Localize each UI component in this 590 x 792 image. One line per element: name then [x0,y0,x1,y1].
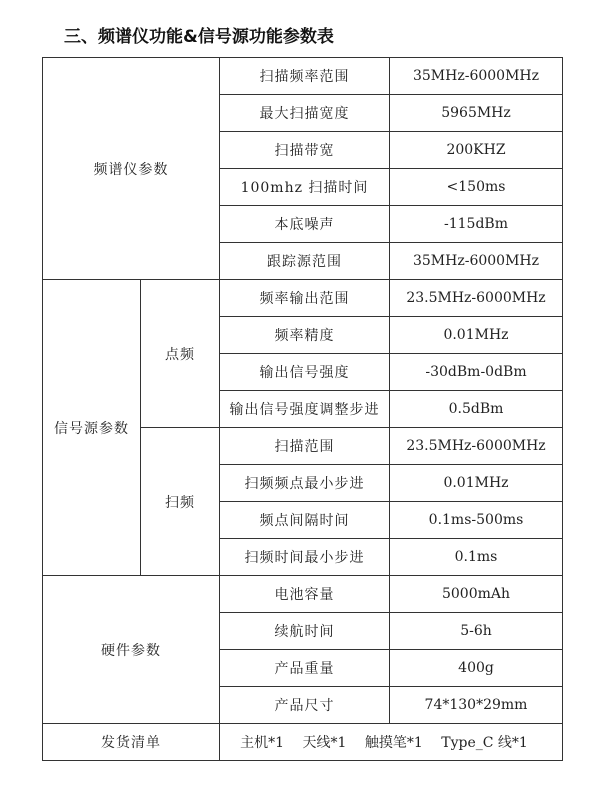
spec-table [42,57,563,761]
subcategory-sweep: 扫频 [141,428,220,576]
param-name: 扫频频点最小步进 [220,465,390,502]
table-row [43,280,563,317]
param-value: 0.5dBm [390,391,563,428]
category-shipping: 发货清单 [43,724,220,761]
param-name: 本底噪声 [220,206,390,243]
table-row [43,576,563,613]
category-signal: 信号源参数 [43,280,141,576]
param-name: 续航时间 [220,613,390,650]
table-row [43,58,563,95]
param-name: 扫频时间最小步进 [220,539,390,576]
param-value: 35MHz-6000MHz [390,58,563,95]
param-value: -115dBm [390,206,563,243]
param-value: 0.01MHz [390,317,563,354]
shipping-item: 主机*1 [240,735,285,751]
param-value: 23.5MHz-6000MHz [390,280,563,317]
param-name: 产品尺寸 [220,687,390,724]
param-value: 0.01MHz [390,465,563,502]
param-value: 0.1ms-500ms [390,502,563,539]
param-value: 35MHz-6000MHz [390,243,563,280]
shipping-item: 触摸笔*1 [364,735,423,751]
table-row [43,724,563,761]
shipping-list [220,724,563,761]
param-name: 扫描频率范围 [220,58,390,95]
param-name: 扫描范围 [220,428,390,465]
param-value: -30dBm-0dBm [390,354,563,391]
param-value: 5965MHz [390,95,563,132]
param-name: 电池容量 [220,576,390,613]
param-name: 输出信号强度 [220,354,390,391]
param-name: 扫描带宽 [220,132,390,169]
category-hardware: 硬件参数 [43,576,220,724]
param-value: 0.1ms [390,539,563,576]
param-name: 输出信号强度调整步进 [220,391,390,428]
param-name: 产品重量 [220,650,390,687]
shipping-item: 天线*1 [302,735,347,751]
section-heading: 三、频谱仪功能&信号源功能参数表 [64,27,334,47]
param-name: 最大扫描宽度 [220,95,390,132]
param-value: 400g [390,650,563,687]
param-value: 5000mAh [390,576,563,613]
shipping-item: Type_C 线*1 [441,735,528,751]
param-name: 跟踪源范围 [220,243,390,280]
param-name: 频率精度 [220,317,390,354]
param-value: 200KHZ [390,132,563,169]
param-value: 5-6h [390,613,563,650]
subcategory-point: 点频 [141,280,220,428]
param-value: 23.5MHz-6000MHz [390,428,563,465]
category-spectrum: 频谱仪参数 [43,58,220,280]
param-name: 频率输出范围 [220,280,390,317]
param-value: 74*130*29mm [390,687,563,724]
param-value: <150ms [390,169,563,206]
param-name: 频点间隔时间 [220,502,390,539]
param-name: 100mhz 扫描时间 [220,169,390,206]
